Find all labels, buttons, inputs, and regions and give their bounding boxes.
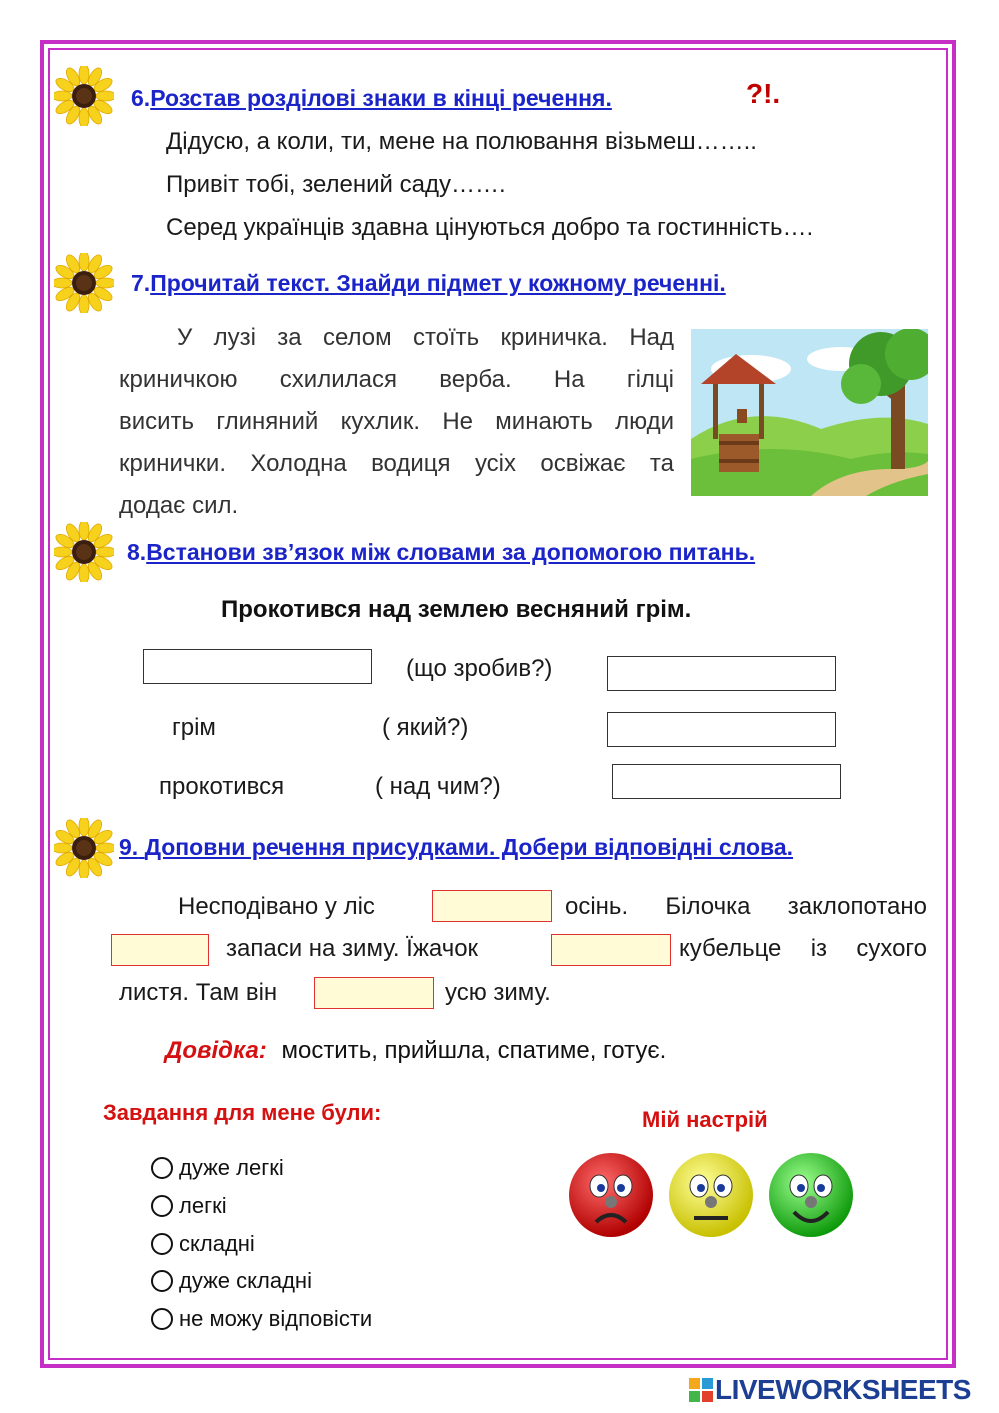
answer-input-box[interactable]	[612, 764, 841, 799]
task8-sentence: Прокотився над землею весняний грім.	[221, 596, 692, 623]
task6-title: Розстав розділові знаки в кінці речення.	[150, 85, 612, 111]
brand-name: LIVEWORKSHEETS	[715, 1374, 971, 1405]
task7-text-line: висить глиняний кухлик. Не минають люди	[119, 408, 674, 435]
word-label: прокотився	[159, 773, 285, 800]
feedback-option[interactable]	[151, 1193, 227, 1219]
question-label: ( який?)	[382, 714, 469, 741]
sad-face-icon[interactable]	[566, 1150, 656, 1240]
task9-text: Несподівано у ліс	[178, 893, 375, 920]
feedback-option-label: не можу відповісти	[179, 1306, 373, 1331]
feedback-option-label: дуже легкі	[179, 1155, 284, 1180]
mood-title: Мій настрій	[642, 1107, 768, 1132]
well-landscape-illustration	[691, 329, 928, 496]
task9-text: усю зиму.	[445, 979, 551, 1006]
liveworksheets-logo	[689, 1374, 971, 1406]
task7-number: 7.	[131, 270, 151, 296]
radio-button[interactable]	[151, 1308, 173, 1330]
feedback-title: Завдання для мене були:	[103, 1100, 382, 1125]
task9-text: кубельце із сухого	[679, 935, 927, 962]
punctuation-marks: ?!.	[746, 78, 781, 109]
hint-words: мостить, прийшла, спатиме, готує.	[281, 1037, 667, 1064]
sunflower-icon	[54, 253, 114, 313]
happy-face-icon[interactable]	[766, 1150, 856, 1240]
radio-button[interactable]	[151, 1270, 173, 1292]
task9-text: осінь. Білочка заклопотано	[565, 893, 927, 920]
predicate-input-box[interactable]	[314, 977, 434, 1009]
radio-button[interactable]	[151, 1157, 173, 1179]
task8-heading	[127, 539, 755, 566]
feedback-option[interactable]	[151, 1306, 372, 1332]
answer-input-box[interactable]	[607, 656, 836, 691]
task9-heading	[119, 834, 793, 861]
task7-text-line: У лузі за селом стоїть криничка. Над	[177, 324, 674, 351]
feedback-option-label: легкі	[179, 1193, 227, 1218]
hint-line	[165, 1037, 666, 1065]
predicate-input-box[interactable]	[111, 934, 209, 966]
task7-text-line: кринички. Холодна водиця усіх освіжає та	[119, 450, 674, 477]
task7-title: Прочитай текст. Знайди підмет у кожному реченні.	[150, 270, 726, 296]
task9-number: 9.	[119, 834, 139, 860]
feedback-option-label: складні	[179, 1231, 255, 1256]
task9-title: Доповни речення присудками. Добери відповідні слова.	[144, 834, 794, 860]
task7-text	[119, 317, 674, 527]
word-label: грім	[172, 714, 216, 741]
feedback-option-label: дуже складні	[179, 1268, 312, 1293]
task8-title: Встанови зв’язок між словами за допомогою питань.	[146, 539, 756, 565]
feedback-option[interactable]	[151, 1155, 284, 1181]
predicate-input-box[interactable]	[551, 934, 671, 966]
word-input-box[interactable]	[143, 649, 372, 684]
hint-label: Довідка:	[165, 1037, 267, 1064]
task9-text: листя. Там він	[119, 979, 278, 1006]
task6-number: 6.	[131, 85, 151, 111]
task7-text-line: криничкою схилилася верба. На гілці	[119, 366, 674, 393]
predicate-input-box[interactable]	[432, 890, 552, 922]
answer-input-box[interactable]	[607, 712, 836, 747]
feedback-option[interactable]	[151, 1268, 312, 1294]
task7-text-line: додає сил.	[119, 492, 239, 519]
task6-sentence-2: Привіт тобі, зелений саду…….	[166, 171, 506, 198]
question-label: ( над чим?)	[375, 773, 501, 800]
sunflower-icon	[54, 66, 114, 126]
radio-button[interactable]	[151, 1233, 173, 1255]
task9-text: запаси на зиму. Їжачок	[226, 935, 479, 962]
sunflower-icon	[54, 522, 114, 582]
question-label: (що зробив?)	[406, 655, 553, 682]
task7-heading	[131, 270, 726, 297]
radio-button[interactable]	[151, 1195, 173, 1217]
task6-heading	[131, 85, 612, 112]
sunflower-icon	[54, 818, 114, 878]
task8-number: 8.	[127, 539, 147, 565]
task6-sentence-1: Дідусю, а коли, ти, мене на полювання візьмеш……..	[166, 128, 757, 155]
task6-sentence-3: Серед українців здавна цінуються добро та гостинність….	[166, 214, 814, 241]
liveworksheets-icon	[689, 1378, 713, 1402]
neutral-face-icon[interactable]	[666, 1150, 756, 1240]
feedback-option[interactable]	[151, 1231, 255, 1257]
